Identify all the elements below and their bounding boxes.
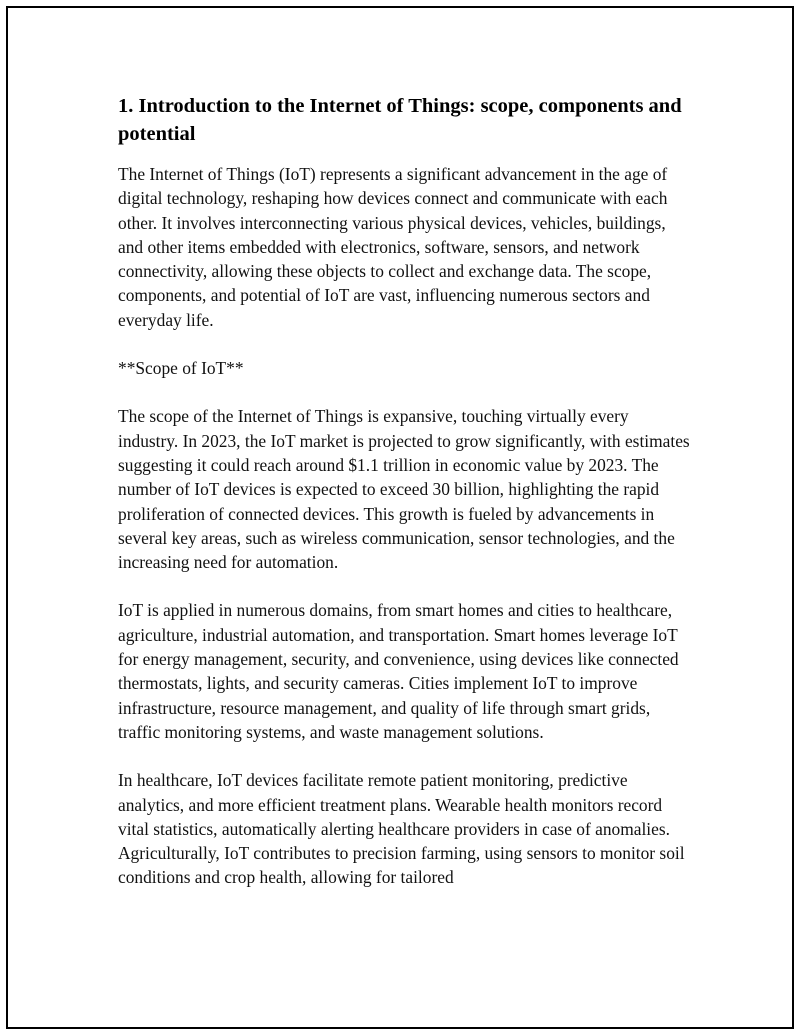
paragraph-domains: IoT is applied in numerous domains, from smart homes and cities to healthcare, agriculture, industrial automation, and transportation. Smart homes leverage IoT for energy management, security, and convenience, using devices like connected thermostats, lights, and security cameras. Cities implement IoT to improve infrastructure, resource management, and quality of life through smart grids, traffic monitoring systems, and waste management solutions. <box>118 600 679 742</box>
paragraph-intro: The Internet of Things (IoT) represents a significant advancement in the age of digital technology, reshaping how devices connect and communicate with each other. It involves interconnecting various physical devices, vehicles, buildings, and other items embedded with electronics, software, sensors, and network connectivity, allowing these objects to collect and exchange data. The scope, components, and potential of IoT are vast, influencing numerous sectors and everyday life. <box>118 164 668 330</box>
paragraph-scope: The scope of the Internet of Things is expansive, touching virtually every industry. In 2023, the IoT market is projected to grow significantly, with estimates suggesting it could reach around $1.1 trillion in economic value by 2023. The number of IoT devices is expected to exceed 30 billion, highlighting the rapid proliferation of connected devices. This growth is fueled by advancements in several key areas, such as wireless communication, sensor technologies, and the increasing need for automation. <box>118 406 690 573</box>
section-heading: 1. Introduction to the Internet of Things: scope, components and potential <box>118 95 682 145</box>
document-body <box>118 92 690 914</box>
paragraph-scope-label: **Scope of IoT** <box>118 358 244 379</box>
paragraph-healthcare: In healthcare, IoT devices facilitate remote patient monitoring, predictive analytics, and more efficient treatment plans. Wearable health monitors record vital statistics, automatically alerting healthcare providers in case of anomalies. Agriculturally, IoT contributes to precision farming, using sensors to monitor soil conditions and crop health, allowing for tailored <box>118 770 685 888</box>
